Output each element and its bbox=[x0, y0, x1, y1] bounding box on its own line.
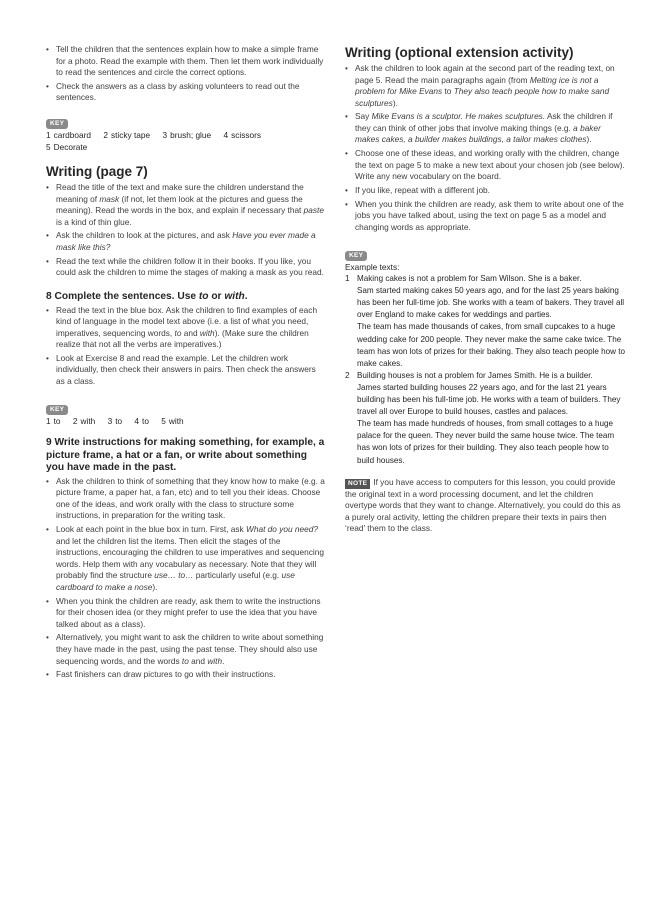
bullet-item: • Ask the children to look again at the second part of the reading text, on page 5. Read the main paragraphs again (from Melting ice is not a problem for Mike Evans to They also teach people how to make sand sculptures). bbox=[345, 63, 625, 109]
example-texts bbox=[345, 273, 625, 467]
section-heading-extension: Writing (optional extension activity) bbox=[345, 45, 574, 60]
example-paragraph: The team has made thousands of cakes, from small cupcakes to a huge wedding cake for 200 people. They never make the same cake twice. The team has won lots of prizes for their baking. They also teach people how to make cakes. bbox=[357, 322, 625, 368]
example-paragraph: Sam started making cakes 50 years ago, and for the last 25 years baking has been her full-time job. She works with a team of bakers. They travel all over England to make cakes for weddings and parties. bbox=[357, 286, 625, 320]
bullet-item: • Check the answers as a class by asking volunteers to read out the sentences. bbox=[46, 81, 326, 104]
key-answer: 4 to bbox=[134, 415, 149, 426]
exercise-9-heading: 9 Write instructions for making something, for example, a picture frame, a hat or a fan, or write about something you have made in the past. bbox=[46, 437, 325, 474]
key-answer: 4 scissors bbox=[223, 130, 262, 141]
note-paragraph: NOTE If you have access to computers for this lesson, you could provide the original text in a word processing document, and let the children overtype words that they want to change. Alternatively, you could do this as a purely oral activity, letting the children prepare their texts in pairs then ‘read’ them to the class. bbox=[345, 476, 621, 534]
key-answer: 5 with bbox=[161, 415, 184, 426]
key-badge: KEY bbox=[345, 251, 367, 261]
key-answers-1b bbox=[46, 142, 326, 154]
key-answer: 2 with bbox=[72, 415, 96, 426]
bullet-item: • Read the title of the text and make sure the children understand the meaning of mask (if not, let them look at the pictures and guess the meaning). Read the words in the box, and explain if necessary that paste is a kind of thin glue. bbox=[46, 182, 326, 228]
example-item: 2 Building houses is not a problem for James Smith. He is a builder. James started building houses 22 years ago, and for the last 21 years building has been his full-time job. He works with a team of builders. They travel all over Europe to build houses, castles and palaces. The team has made hundreds of houses, from small cottages to a huge palace for the queen. They never build the same house twice. The team has won lots of prizes for their building. They also teach people how to build houses. bbox=[345, 370, 625, 467]
example-paragraph: Building houses is not a problem for James Smith. He is a builder. bbox=[357, 370, 593, 380]
example-paragraph: The team has made hundreds of houses, from small cottages to a huge palace for the queen. They never build the same house twice. The team has won lots of prizes for their building. They also teach people how to build houses. bbox=[357, 419, 615, 465]
bullet-item: • Ask the children to look at the pictures, and ask Have you ever made a mask like this? bbox=[46, 230, 326, 253]
key-answer: 5 Decorate bbox=[46, 141, 88, 152]
writing-bullets bbox=[46, 182, 326, 279]
key-answer: 3 brush; glue bbox=[162, 130, 212, 141]
exercise-8-bullets bbox=[46, 305, 326, 388]
key-answer: 1 cardboard bbox=[46, 130, 91, 141]
exercise-8-heading: 8 Complete the sentences. Use to or with. bbox=[46, 291, 248, 303]
bullet-item: • Look at Exercise 8 and read the example. Let the children work individually, then check their answers in pairs. Then check the answers as a class. bbox=[46, 353, 326, 388]
bullet-item: • Choose one of these ideas, and working orally with the children, change the text on page 5 to make a new text about your chosen job (see below). Write any new vocabulary on the board. bbox=[345, 148, 625, 183]
bullet-item: • When you think the children are ready, ask them to write about one of the jobs you have talked about, using the text on page 5 as a model and changing words as appropriate. bbox=[345, 199, 625, 234]
key-badge: KEY bbox=[46, 405, 68, 415]
example-texts-label: Example texts: bbox=[345, 261, 400, 272]
bullet-item: • Fast finishers can draw pictures to go with their instructions. bbox=[46, 669, 326, 681]
key-answers-1 bbox=[46, 130, 326, 142]
bullet-item: • Tell the children that the sentences explain how to make a simple frame for a photo. Read the example with them. Then let them work individually to read the sentences and circle the correct options. bbox=[46, 44, 326, 79]
right-column bbox=[345, 44, 625, 535]
note-badge: NOTE bbox=[345, 479, 370, 489]
bullet-item: • Ask the children to think of something that they know how to make (e.g. a picture frame, a paper hat, a fan, etc) and to tell you their ideas. Choose one of the ideas, and work orally with the class to structure some instructions, in preparation for the writing task. bbox=[46, 476, 326, 522]
example-paragraph: Making cakes is not a problem for Sam Wilson. She is a baker. bbox=[357, 274, 582, 284]
key-answers-2 bbox=[46, 416, 326, 428]
intro-bullets bbox=[46, 44, 326, 104]
bullet-item: • Read the text in the blue box. Ask the children to find examples of each kind of language in the model text above (i.e. a list of what you need, imperatives, sequencing words, to and with). (Make sure the children realize that not all the verbs are imperatives.) bbox=[46, 305, 326, 351]
bullet-item: • Alternatively, you might want to ask the children to write about something they have made in the past, using the past tense. They should also use sequencing words, and the words to and with. bbox=[46, 632, 326, 667]
section-heading-writing: Writing (page 7) bbox=[46, 164, 148, 180]
bullet-item: • If you like, repeat with a different job. bbox=[345, 185, 625, 197]
left-column bbox=[46, 44, 326, 683]
key-answer: 1 to bbox=[46, 415, 61, 426]
exercise-9-bullets bbox=[46, 476, 326, 681]
key-answer: 2 sticky tape bbox=[103, 130, 151, 141]
bullet-item: • When you think the children are ready, ask them to write the instructions for their chosen idea (or they might prefer to use the idea that you have talked about as a class). bbox=[46, 596, 326, 631]
bullet-item: • Read the text while the children follow it in their books. If you like, you could ask the children to mime the stages of making a mask as you read. bbox=[46, 256, 326, 279]
key-answer: 3 to bbox=[107, 415, 123, 426]
extension-bullets bbox=[345, 63, 625, 233]
example-paragraph: James started building houses 22 years ago, and for the last 21 years building has been his full-time job. He works with a team of builders. They travel all over Europe to build houses, castles and palaces. bbox=[357, 382, 621, 417]
example-item: 1 Making cakes is not a problem for Sam Wilson. She is a baker. Sam started making cakes 50 years ago, and for the last 25 years baking has been her full-time job. She works with a team of bakers. They travel all over England to make cakes for weddings and parties. The team has made thousands of cakes, from small cupcakes to a huge wedding cake for 200 people. They never make the same cake twice. The team has won lots of prizes for their baking. They also teach people how to make cakes. bbox=[345, 273, 625, 370]
bullet-item: • Look at each point in the blue box in turn. First, ask What do you need? and let the children list the items. Then elicit the stages of the instructions, encouraging the children to use imperatives and sequencing words. Help them with any vocabulary as necessary. Note that they will probably find the structure use… to… particularly useful (e.g. use cardboard to make a nose). bbox=[46, 524, 326, 593]
key-badge: KEY bbox=[46, 119, 68, 129]
bullet-item: • Say Mike Evans is a sculptor. He makes sculptures. Ask the children if they can think of other jobs that involve making things (e.g. a baker makes cakes, a builder makes buildings, a tailor makes clothes). bbox=[345, 111, 625, 146]
